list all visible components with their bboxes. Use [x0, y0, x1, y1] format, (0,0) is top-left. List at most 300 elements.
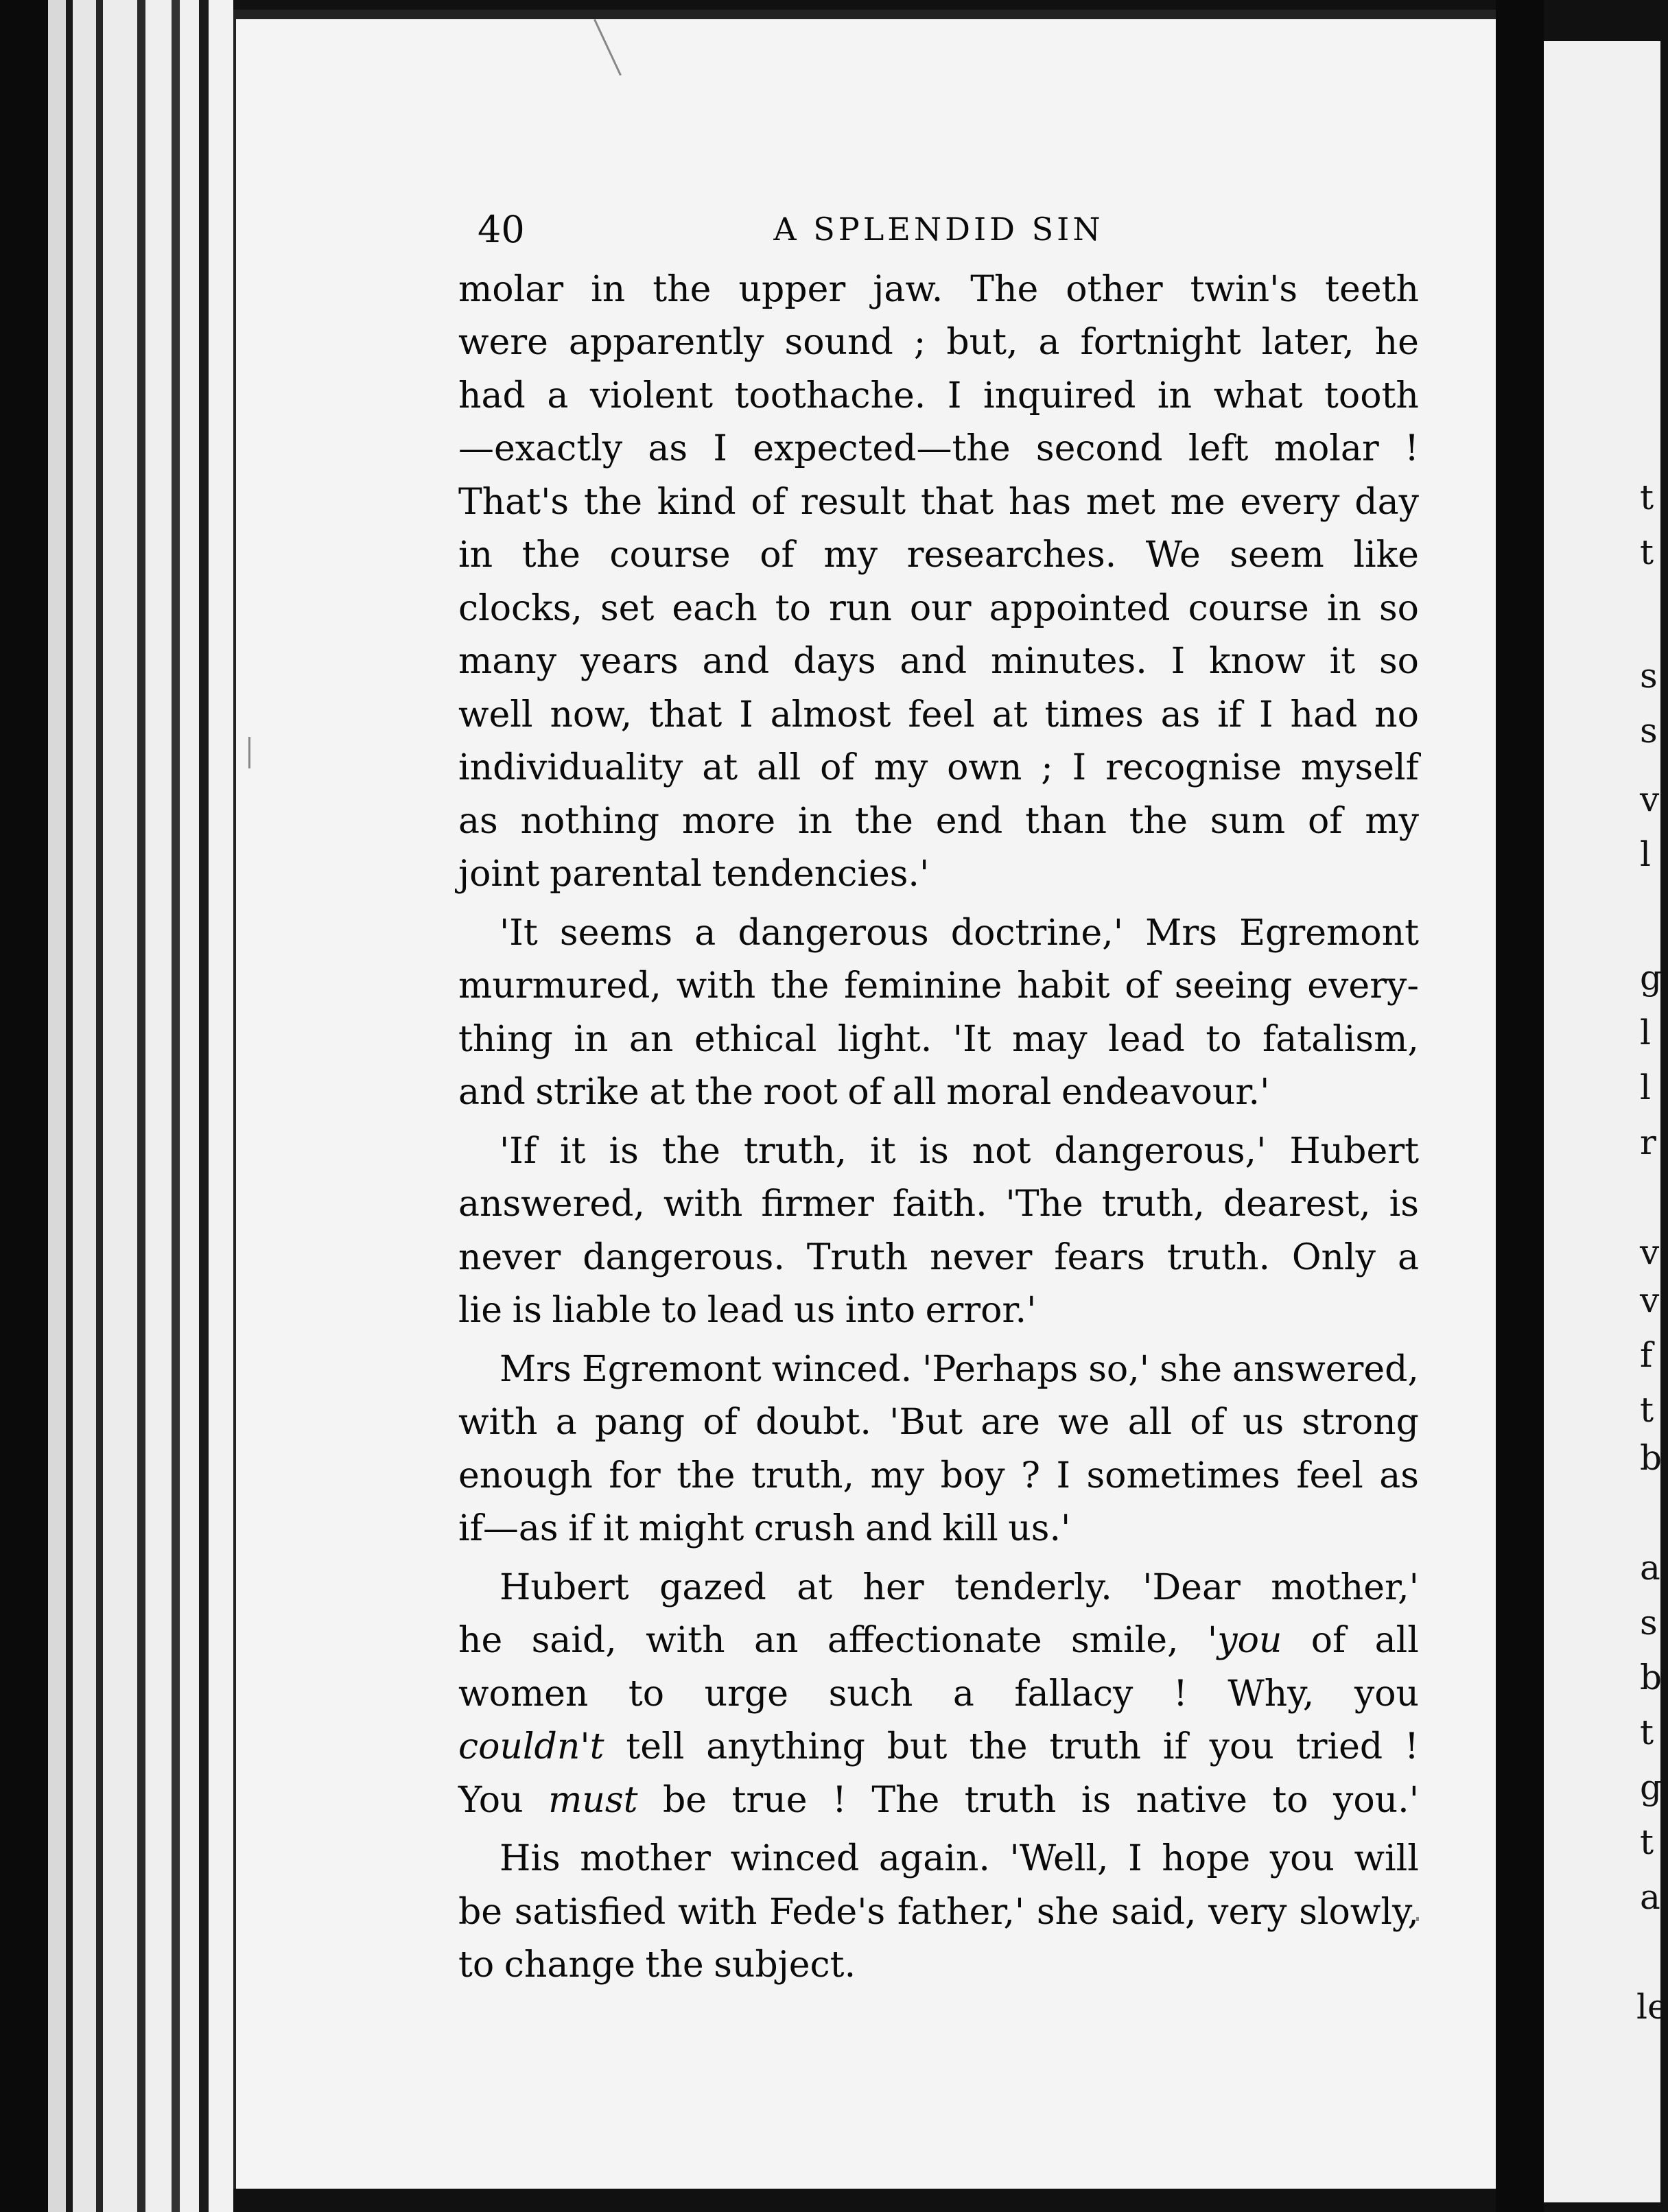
word: ethical	[694, 1018, 817, 1060]
word: later,	[1261, 322, 1354, 363]
text-line	[458, 1503, 1419, 1556]
word: of	[847, 1072, 882, 1113]
word: tenderly.	[954, 1566, 1112, 1608]
word: in	[1326, 587, 1361, 629]
word: affectionate	[827, 1620, 1042, 1661]
word: We	[1145, 534, 1201, 576]
word: for	[609, 1455, 661, 1496]
word: urge	[704, 1673, 789, 1715]
word: tried	[1295, 1726, 1383, 1767]
text-line	[458, 907, 1419, 961]
word: almost	[770, 694, 891, 736]
facing-page-fragment: b	[1640, 1658, 1663, 1697]
scan-speck	[248, 737, 250, 768]
facing-page-fragment: f	[1640, 1335, 1653, 1375]
word: you	[1354, 1673, 1419, 1715]
word: crush	[753, 1508, 856, 1549]
word: as	[1379, 1455, 1419, 1496]
word: researches.	[906, 534, 1117, 576]
text-line	[458, 1343, 1419, 1397]
text-line	[458, 263, 1419, 317]
word: the	[661, 1130, 720, 1172]
word: change	[504, 1944, 635, 1986]
word: the	[771, 965, 830, 1007]
word: I	[713, 428, 727, 469]
facing-page-edge	[1544, 41, 1668, 2202]
word: an	[753, 1620, 799, 1661]
word: feel	[908, 694, 975, 736]
word: winced.	[771, 1348, 913, 1390]
word: never	[930, 1236, 1033, 1278]
word: truth,	[1101, 1184, 1205, 1225]
word: of	[1125, 965, 1160, 1007]
word: and	[900, 641, 967, 682]
word: as	[458, 800, 498, 842]
word: into	[845, 1290, 916, 1331]
word: —exactly	[458, 428, 623, 469]
word: Mrs	[500, 1348, 572, 1390]
word: ?	[1021, 1455, 1040, 1496]
word: habit	[1017, 965, 1110, 1007]
word: to	[628, 1673, 665, 1715]
word: women	[458, 1673, 589, 1715]
word: Fede's	[769, 1891, 886, 1933]
word: end	[935, 800, 1003, 842]
word: said,	[531, 1620, 617, 1661]
word: with	[663, 1184, 743, 1225]
word: ;	[913, 322, 926, 363]
word: Truth	[806, 1236, 908, 1278]
text-line	[458, 1668, 1419, 1721]
word: liable	[552, 1290, 652, 1331]
word: left	[1188, 428, 1249, 469]
word: and	[458, 1072, 526, 1113]
word: the	[969, 1726, 1028, 1767]
word: my	[873, 747, 928, 788]
word: so	[1379, 587, 1419, 629]
word: seeing	[1174, 965, 1293, 1007]
word: strong	[1302, 1402, 1419, 1443]
word: you	[1209, 1726, 1274, 1767]
word: truth,	[743, 1130, 847, 1172]
facing-page-fragment: l	[1640, 1013, 1651, 1052]
text-line	[458, 583, 1419, 636]
word: expected—the	[753, 428, 1011, 469]
word: teeth	[1325, 268, 1419, 310]
running-head	[458, 203, 1419, 257]
word: tell	[626, 1726, 685, 1767]
word: day	[1354, 481, 1419, 523]
text-line	[458, 795, 1419, 849]
word: Hubert	[1289, 1130, 1419, 1172]
text-line	[458, 423, 1419, 476]
word: with	[458, 1402, 538, 1443]
word: Hubert	[500, 1566, 629, 1608]
word: us	[1243, 1402, 1284, 1443]
word: truth	[1049, 1726, 1142, 1767]
word: many	[458, 641, 557, 682]
word: a	[952, 1673, 974, 1715]
word: all	[757, 747, 801, 788]
word: lead	[1108, 1018, 1185, 1060]
facing-page-fragment: b	[1640, 1438, 1663, 1478]
word: 'It	[952, 1018, 991, 1060]
word: you.'	[1332, 1779, 1419, 1821]
text-line	[458, 1396, 1419, 1450]
word: know	[1208, 641, 1306, 682]
word: tendencies.'	[712, 854, 930, 895]
facing-page-fragment: s	[1640, 1603, 1658, 1643]
word: us	[793, 1290, 836, 1331]
word: if	[1162, 1726, 1188, 1767]
word: 'If	[500, 1130, 537, 1172]
word: is	[512, 1290, 542, 1331]
word: is	[919, 1130, 949, 1172]
word: dearest,	[1223, 1184, 1371, 1225]
word: true	[731, 1779, 808, 1821]
word: You	[458, 1779, 524, 1821]
text-line	[458, 370, 1419, 423]
text-line	[458, 1178, 1419, 1232]
word: be	[662, 1779, 707, 1821]
word: he	[458, 1620, 503, 1661]
book-page-edges	[0, 0, 233, 2212]
text-line	[458, 1721, 1419, 1774]
word: so	[1378, 641, 1419, 682]
facing-page-fragment: t	[1640, 478, 1654, 517]
facing-page-fragment: s	[1640, 656, 1658, 696]
word: more	[681, 800, 776, 842]
word: minutes.	[990, 641, 1147, 682]
word: truth,	[751, 1455, 855, 1496]
word: fallacy	[1014, 1673, 1133, 1715]
word: fatalism,	[1262, 1018, 1419, 1060]
word: times	[1044, 694, 1144, 736]
word: !	[832, 1779, 847, 1821]
word: if	[568, 1508, 594, 1549]
word: dangerous,'	[1054, 1130, 1267, 1172]
word: I	[739, 694, 753, 736]
word: at	[649, 1072, 685, 1113]
facing-page-fragment: t	[1640, 1713, 1654, 1752]
scan-speck	[594, 19, 622, 76]
word: and	[702, 641, 770, 682]
word: the	[583, 481, 642, 523]
text-line	[458, 1450, 1419, 1503]
word: set	[600, 587, 655, 629]
text-line	[458, 1562, 1419, 1615]
word: the	[521, 534, 580, 576]
word: it	[869, 1130, 896, 1172]
word: so,'	[1088, 1348, 1150, 1390]
facing-page-fragment: l	[1640, 1068, 1651, 1107]
word: moral	[946, 1072, 1052, 1113]
word: a	[1397, 1236, 1419, 1278]
word: smile,	[1071, 1620, 1179, 1661]
word: I	[1056, 1455, 1070, 1496]
word: molar	[458, 268, 564, 310]
page-number: 40	[478, 208, 525, 251]
word: days	[793, 641, 876, 682]
facing-page-fragment: t	[1640, 1822, 1654, 1862]
word: a	[694, 912, 716, 954]
word: now,	[550, 694, 633, 736]
word: every	[1240, 481, 1340, 523]
word: slowly,	[1299, 1891, 1419, 1933]
word: own	[947, 747, 1022, 788]
word: !	[1173, 1673, 1188, 1715]
word: our	[909, 587, 972, 629]
word: that	[649, 694, 723, 736]
word: inquired	[983, 375, 1136, 416]
word: anything	[706, 1726, 865, 1767]
word: of	[1307, 800, 1343, 842]
word: is	[609, 1130, 639, 1172]
word: all	[1127, 1402, 1172, 1443]
word: but	[886, 1726, 948, 1767]
word: appointed	[989, 587, 1171, 629]
text-line	[458, 1939, 1419, 1992]
word: apparently	[568, 322, 764, 363]
word: in	[458, 534, 493, 576]
word: the	[1129, 800, 1188, 842]
word: are	[980, 1402, 1040, 1443]
word: in	[797, 800, 832, 842]
word: what	[1213, 375, 1303, 416]
word: Why,	[1227, 1673, 1315, 1715]
word: myself	[1300, 747, 1419, 788]
word: 'It	[500, 912, 538, 954]
word: fortnight	[1080, 322, 1241, 363]
word: The	[970, 268, 1039, 310]
facing-page-fragment: l	[1640, 834, 1651, 874]
word: I	[947, 375, 962, 416]
word: a	[547, 375, 569, 416]
word: Only	[1291, 1236, 1376, 1278]
word: if—as	[458, 1508, 559, 1549]
word: fears	[1054, 1236, 1145, 1278]
word: I	[1171, 641, 1186, 682]
word: !	[1405, 428, 1419, 469]
word: violent	[589, 375, 713, 416]
word: that	[920, 481, 994, 523]
word: years	[580, 641, 679, 682]
text-line	[458, 1125, 1419, 1179]
word: never	[458, 1236, 561, 1278]
word: each	[672, 587, 757, 629]
word: of	[751, 481, 786, 523]
word: and	[865, 1508, 932, 1549]
word: than	[1025, 800, 1107, 842]
word: my	[870, 1455, 925, 1496]
word: murmured,	[458, 965, 661, 1007]
facing-page-fragment: le	[1636, 1987, 1668, 2027]
word: the	[694, 1072, 753, 1113]
word: answered,	[458, 1184, 645, 1225]
word: were	[458, 322, 548, 363]
word: an	[629, 1018, 674, 1060]
word: to	[775, 587, 811, 629]
word: must	[548, 1779, 638, 1821]
facing-page-fragment: a	[1640, 1548, 1660, 1588]
word: all	[1374, 1620, 1419, 1661]
word: at	[702, 747, 738, 788]
word: 'But	[889, 1402, 963, 1443]
facing-page-fragment: v	[1640, 1280, 1660, 1320]
word: to	[1206, 1018, 1242, 1060]
word: couldn't	[458, 1726, 604, 1767]
word: mother,'	[1271, 1566, 1419, 1608]
text-line	[458, 848, 1419, 902]
word: with	[676, 965, 756, 1007]
word: with	[646, 1620, 725, 1661]
word: Mrs	[1145, 912, 1217, 954]
word: every-	[1307, 965, 1419, 1007]
word: at	[797, 1566, 833, 1608]
word: you	[1269, 1838, 1335, 1879]
word: I	[1259, 694, 1273, 736]
text-line	[458, 1013, 1419, 1067]
word: father,'	[897, 1891, 1025, 1933]
text-line	[458, 1774, 1419, 1828]
word: me	[1170, 481, 1225, 523]
word: but,	[946, 322, 1018, 363]
word: with	[677, 1891, 757, 1933]
text-line	[458, 1066, 1419, 1120]
word: His	[500, 1838, 561, 1879]
text-line	[458, 635, 1419, 689]
word: my	[1365, 800, 1419, 842]
word: strike	[535, 1072, 639, 1113]
word: the	[677, 1455, 736, 1496]
text-line	[458, 1232, 1419, 1285]
text-line	[458, 689, 1419, 742]
text-line	[458, 1886, 1419, 1940]
word: truth.	[1166, 1236, 1270, 1278]
word: the	[653, 268, 712, 310]
facing-page-fragment: v	[1640, 1232, 1660, 1272]
word: native	[1136, 1779, 1247, 1821]
word: upper	[738, 268, 846, 310]
word: Egremont	[1239, 912, 1419, 954]
word: endeavour.'	[1061, 1072, 1270, 1113]
word: well	[458, 694, 533, 736]
word: is	[1389, 1184, 1419, 1225]
word: in	[591, 268, 626, 310]
word: said,	[1111, 1891, 1197, 1933]
word: sometimes	[1086, 1455, 1280, 1496]
word: root	[763, 1072, 838, 1113]
word: may	[1011, 1018, 1088, 1060]
facing-page-fragment: v	[1640, 779, 1660, 819]
word: of	[1311, 1620, 1346, 1661]
word: the	[645, 1944, 704, 1986]
word: if	[1217, 694, 1243, 736]
word: it	[602, 1508, 629, 1549]
word: nothing	[520, 800, 660, 842]
word: molar	[1273, 428, 1379, 469]
word: kill	[942, 1508, 998, 1549]
word: has	[1008, 481, 1072, 523]
word: my	[823, 534, 878, 576]
running-title: A SPLENDID SIN	[773, 211, 1104, 248]
word: is	[1081, 1779, 1112, 1821]
text-line	[458, 1833, 1419, 1886]
word: had	[458, 375, 526, 416]
word: seem	[1230, 534, 1324, 576]
word: dangerous	[738, 912, 929, 954]
word: the	[854, 800, 913, 842]
word: she	[1036, 1891, 1099, 1933]
word: Egremont	[581, 1348, 762, 1390]
word: ;	[1041, 747, 1053, 788]
word: pang	[595, 1402, 685, 1443]
word: he	[1374, 322, 1419, 363]
word: truth	[964, 1779, 1057, 1821]
word: of	[703, 1402, 738, 1443]
word: individuality	[458, 747, 683, 788]
word: sound	[784, 322, 893, 363]
text-line	[458, 1614, 1419, 1668]
text-line	[458, 529, 1419, 583]
word: doctrine,'	[950, 912, 1123, 954]
facing-page-fragment: g	[1640, 958, 1663, 998]
word: result	[800, 481, 906, 523]
word: The	[871, 1779, 940, 1821]
word: to	[1272, 1779, 1308, 1821]
word: be	[458, 1891, 503, 1933]
facing-page-fragment: s	[1640, 711, 1658, 751]
facing-page-fragment: g	[1640, 1767, 1663, 1807]
word: course	[609, 534, 731, 576]
word: satisfied	[514, 1891, 666, 1933]
word: will	[1354, 1838, 1419, 1879]
word: not	[972, 1130, 1031, 1172]
word: gazed	[659, 1566, 766, 1608]
word: joint	[458, 854, 540, 895]
word: lead	[707, 1290, 784, 1331]
word: other	[1066, 268, 1163, 310]
body-text	[458, 263, 1419, 1992]
word: mother	[580, 1838, 711, 1879]
word: we	[1058, 1402, 1110, 1443]
word: dangerous.	[583, 1236, 785, 1278]
word: all	[892, 1072, 937, 1113]
facing-page-fragment: t	[1640, 532, 1654, 572]
word: sum	[1210, 800, 1286, 842]
word: winced	[730, 1838, 860, 1879]
word: run	[829, 587, 892, 629]
word: 'Dear	[1142, 1566, 1241, 1608]
page-text	[458, 203, 1419, 1992]
word: at	[991, 694, 1028, 736]
text-line	[458, 476, 1419, 530]
word: like	[1353, 534, 1419, 576]
text-line	[458, 316, 1419, 370]
word: feel	[1296, 1455, 1363, 1496]
word: clocks,	[458, 587, 583, 629]
word: I	[1072, 747, 1087, 788]
word: 'Well,	[1009, 1838, 1109, 1879]
word: such	[828, 1673, 913, 1715]
word: again.	[878, 1838, 990, 1879]
word: to	[661, 1290, 698, 1331]
book-gutter	[1496, 0, 1544, 2212]
word: firmer	[761, 1184, 874, 1225]
word: she	[1160, 1348, 1223, 1390]
facing-page-fragment: a	[1640, 1877, 1660, 1917]
word: as	[1160, 694, 1201, 736]
